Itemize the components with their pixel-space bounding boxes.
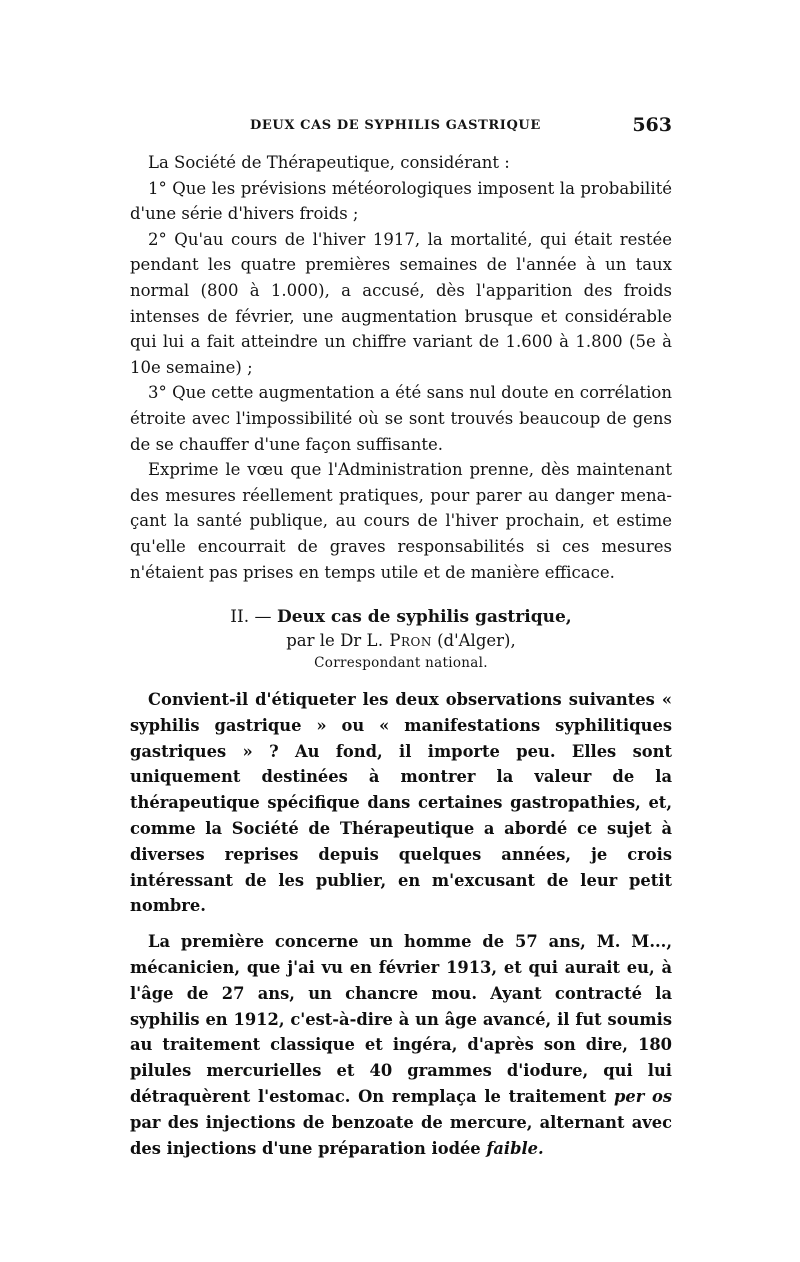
- author-name: L. Pron: [366, 631, 432, 651]
- page-number: 563: [632, 114, 672, 136]
- running-head: [130, 112, 672, 142]
- byline: [130, 629, 672, 653]
- book-page: [130, 112, 672, 1161]
- paragraph-consideration-1: 1° Que les prévisions météorologiques imposent la probabilité d'une série d'hivers froids ;: [130, 178, 672, 224]
- first-case-text-continued: par des injections de benzoate de mercure, alternant avec des injections d'une préparation iodée: [130, 1112, 672, 1158]
- section-number: II. —: [230, 607, 277, 628]
- section-title: [130, 605, 672, 629]
- paragraph-preamble: La Société de Thérapeutique, considérant :: [148, 153, 510, 172]
- italic-faible: faible.: [486, 1138, 544, 1158]
- paragraph-first-case: [130, 929, 672, 1161]
- byline-suffix: (d'Alger),: [431, 631, 516, 651]
- paragraph-consideration-2: 2° Qu'au cours de l'hiver 1917, la mortalité, qui était restée pendant les quatre premières semaines de l'année à un taux normal (800 à 1.000), a accusé, dès l'apparition des froids intenses de février, une augmentation brusque et considérable qui lui a fait atteindre un chiffre variant de 1.600 à 1.800 (5e à 10e semaine) ;: [130, 229, 672, 377]
- paragraph-consideration-3: 3° Que cette augmentation a été sans nul doute en corrélation étroite avec l'impossibilité où se sont trouvés beaucoup de gens de se chauffer d'une façon suffisante.: [130, 383, 672, 454]
- byline-prefix: par le Dr: [286, 631, 367, 651]
- paragraph-resolution: Exprime le vœu que l'Administration prenne, dès maintenant des mesures réellement pratiques, pour parer au danger menaçant la santé publique, au cours de l'hiver prochain, et estime qu'elle encourrait de graves responsabilités si ces mesures n'étaient pas prises en temps utile et de manière efficace.: [130, 460, 672, 582]
- first-case-text: La première concerne un homme de 57 ans, M. M..., mécanicien, que j'ai vu en février 1913, et qui aurait eu, à l'âge de 27 ans, un chancre mou. Ayant contracté la syphilis en 1912, c'est-à-dire à un âge avancé, il fut soumis au traitement classique et ingéra, d'après son dire, 180 pilules mercurielles et 40 grammes d'iodure, qui lui détraquèrent l'estomac. On remplaça le traitement: [130, 932, 672, 1107]
- author-affiliation: Correspondant national.: [314, 655, 488, 672]
- italic-per-os: per os: [613, 1087, 673, 1107]
- paragraph-introduction: Convient-il d'étiqueter les deux observations suivantes « syphilis gastrique » ou « manifestations syphilitiques gastriques » ? Au fond, il importe peu. Elles sont uniquement destinées à montrer la valeur de la thérapeutique spécifique dans certaines gastropathies, et, comme la Société de Thérapeutique a abordé ce sujet à diverses reprises depuis quelques années, je crois intéressant de les publier, en m'excusant de leur petit nombre.: [130, 690, 672, 916]
- running-title: DEUX CAS DE SYPHILIS GASTRIQUE: [250, 118, 541, 133]
- section-heading: Deux cas de syphilis gastrique,: [276, 607, 572, 628]
